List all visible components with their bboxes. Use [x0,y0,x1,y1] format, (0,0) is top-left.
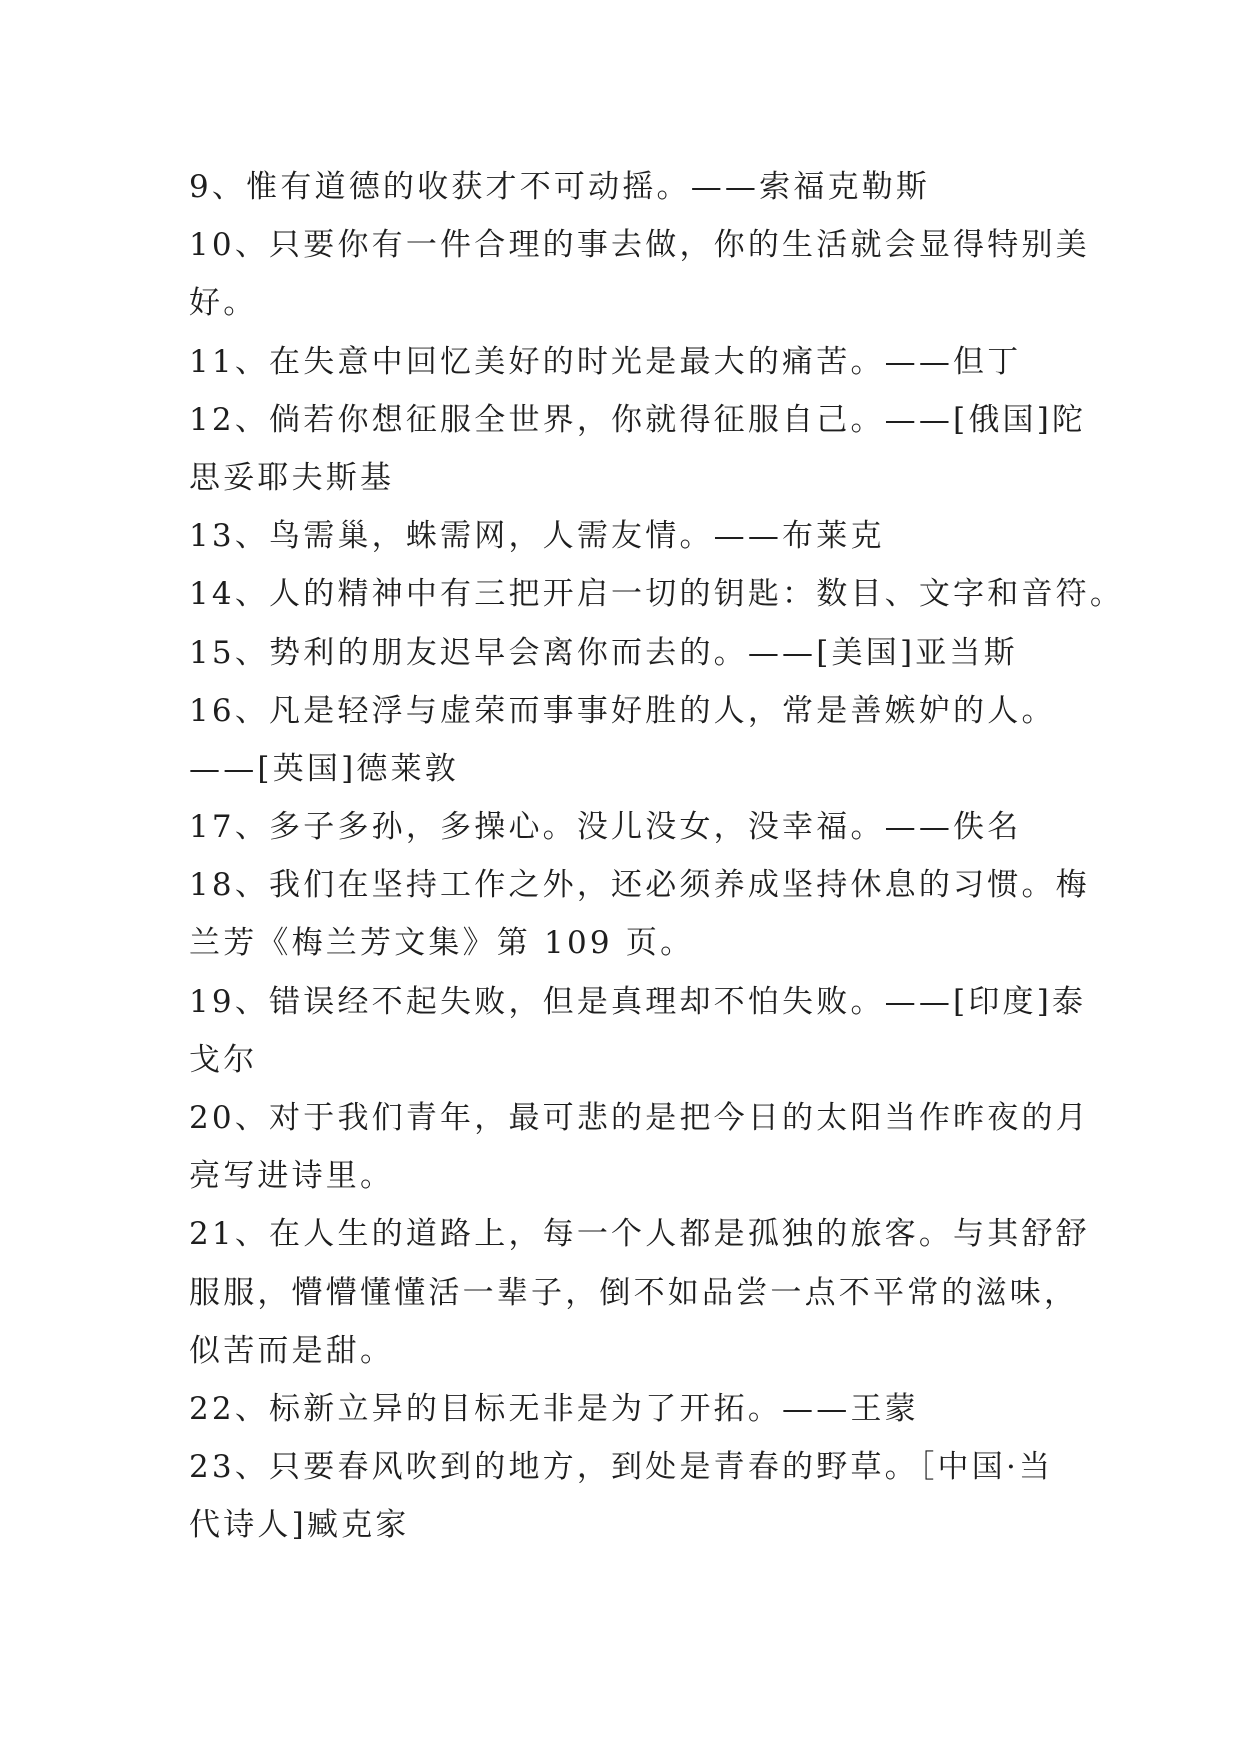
text-line: 15、势利的朋友迟早会离你而去的。——[美国]亚当斯 [189,634,1018,671]
text-line: 12、倘若你想征服全世界，你就得征服自己。——[俄国]陀 [189,401,1087,438]
text-line: 17、多子多孙，多操心。没儿没女，没幸福。——佚名 [189,809,1022,846]
text-line: 戈尔 [189,1041,258,1078]
text-line: 兰芳《梅兰芳文集》第 109 页。 [189,925,695,962]
text-line: 服服，懵懵懂懂活一辈子，倒不如品尝一点不平常的滋味， [189,1274,1079,1311]
text-line: 9、惟有道德的收获才不可动摇。——索福克勒斯 [189,169,931,205]
text-line: 亮写进诗里。 [189,1158,395,1195]
text-line: 14、人的精神中有三把开启一切的钥匙：数目、文字和音符。 [189,576,1125,613]
text-line: 18、我们在坚持工作之外，还必须养成坚持休息的习惯。梅 [189,867,1090,904]
text-line: 思妥耶夫斯基 [189,459,395,496]
text-line: 20、对于我们青年，最可悲的是把今日的太阳当作昨夜的月 [189,1100,1090,1136]
text-line: 23、只要春风吹到的地方，到处是青春的野草。［中国·当 [189,1449,1054,1486]
text-line: 13、鸟需巢，蛛需网，人需友情。——布莱克 [189,518,885,555]
text-line: 10、只要你有一件合理的事去做，你的生活就会显得特别美 [189,227,1090,264]
text-line: 代诗人]臧克家 [189,1507,410,1544]
text-line: 22、标新立异的目标无非是为了开拓。——王蒙 [189,1390,919,1427]
quote-list [189,158,1125,1555]
text-line: 16、凡是轻浮与虚荣而事事好胜的人，常是善嫉妒的人。 [189,692,1056,729]
text-line: 19、错误经不起失败，但是真理却不怕失败。——[印度]泰 [189,983,1087,1020]
text-line: 21、在人生的道路上，每一个人都是孤独的旅客。与其舒舒 [189,1216,1090,1253]
text-line: 11、在失意中回忆美好的时光是最大的痛苦。——但丁 [189,343,1022,380]
text-line: 似苦而是甜。 [189,1332,395,1369]
text-line: ——[英国]德莱敦 [189,750,459,787]
text-line: 好。 [189,285,258,322]
